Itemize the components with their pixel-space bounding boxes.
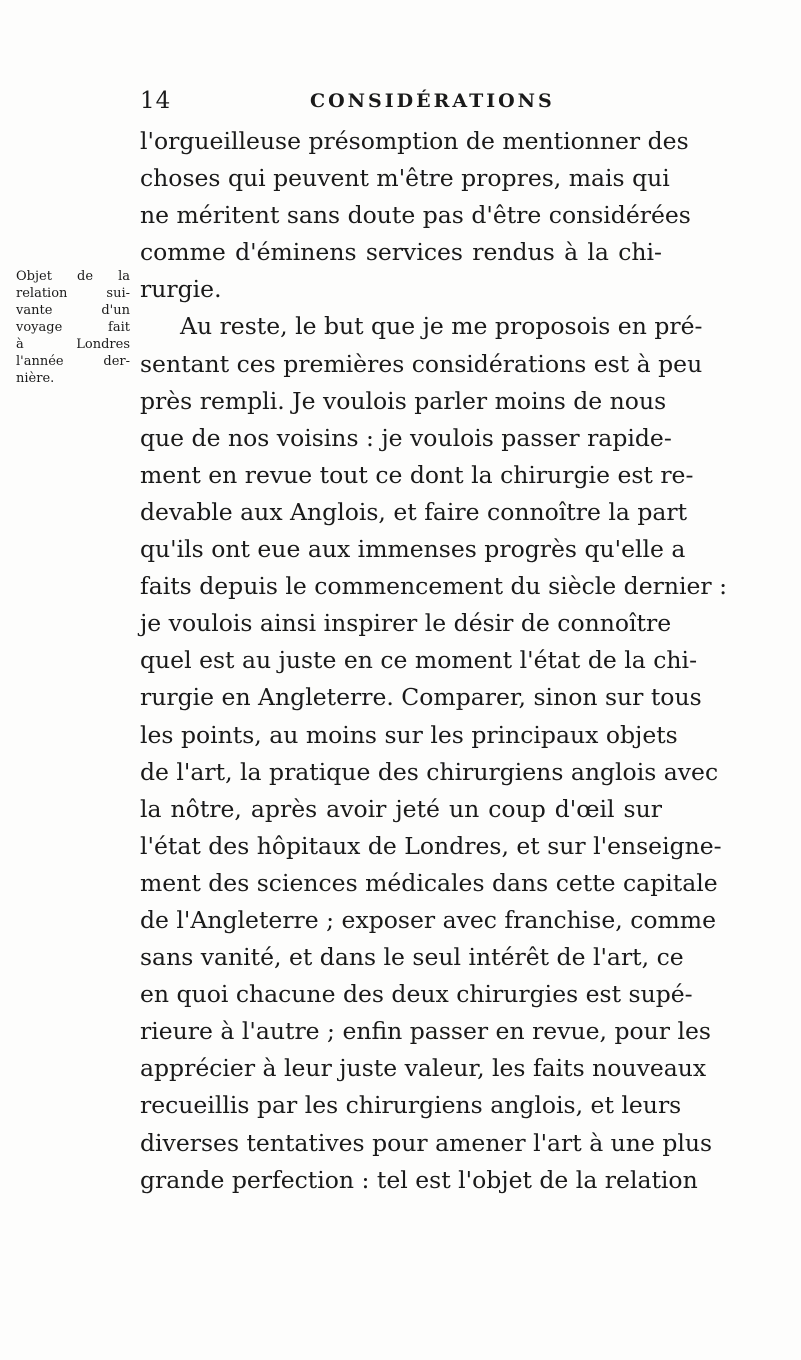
margin-note-line: nière.: [16, 371, 55, 386]
text-line: en quoi chacune des deux chirurgies est supé-: [140, 980, 693, 1009]
text-line: rurgie.: [140, 275, 222, 304]
text-line: Au reste, le but que je me proposois en pré-: [180, 312, 703, 341]
header-title: CONSIDÉRATIONS: [310, 90, 555, 112]
margin-note-line: à Londres: [16, 337, 130, 352]
text-line: choses qui peuvent m'être propres, mais qui: [140, 164, 670, 193]
text-line: grande perfection : tel est l'objet de la relation: [140, 1165, 698, 1194]
body-text: [140, 123, 728, 1199]
text-line: quel est au juste en ce moment l'état de la chi-: [140, 646, 698, 675]
margin-note-line: relation sui-: [16, 286, 130, 301]
text-line: rurgie en Angleterre. Comparer, sinon sur tous: [140, 683, 702, 712]
text-line: apprécier à leur juste valeur, les faits nouveaux: [140, 1054, 707, 1083]
text-line: faits depuis le commencement du siècle dernier :: [140, 572, 728, 601]
text-line: diverses tentatives pour amener l'art à une plus: [140, 1128, 713, 1157]
margin-note-line: l'année der-: [16, 354, 130, 369]
text-line: l'état des hôpitaux de Londres, et sur l'enseigne-: [140, 831, 722, 860]
text-line: les points, au moins sur les principaux objets: [140, 720, 678, 749]
margin-note: [16, 268, 130, 387]
text-line: comme d'éminens services rendus à la chi-: [140, 238, 662, 267]
margin-note-line: voyage fait: [16, 320, 130, 335]
text-line: devable aux Anglois, et faire connoître la part: [140, 497, 688, 526]
text-line: que de nos voisins : je voulois passer rapide-: [140, 423, 672, 452]
running-head: [140, 88, 660, 118]
text-line: près rempli. Je voulois parler moins de nous: [140, 386, 667, 415]
text-line: ment en revue tout ce dont la chirurgie est re-: [140, 460, 694, 489]
text-line: ne méritent sans doute pas d'être considérées: [140, 201, 691, 230]
text-line: l'orgueilleuse présomption de mentionner des: [140, 127, 689, 155]
margin-note-line: vante d'un: [16, 303, 130, 318]
text-line: recueillis par les chirurgiens anglois, et leurs: [140, 1091, 682, 1120]
text-line: ment des sciences médicales dans cette capitale: [140, 868, 718, 897]
text-line: sentant ces premières considérations est à peu: [140, 349, 703, 378]
text-line: qu'ils ont eue aux immenses progrès qu'elle a: [140, 535, 686, 564]
text-line: la nôtre, après avoir jeté un coup d'œil sur: [140, 794, 662, 823]
text-line: de l'Angleterre ; exposer avec franchise, comme: [140, 905, 716, 934]
page-number: 14: [140, 88, 172, 114]
margin-note-line: Objet de la: [16, 269, 130, 284]
text-line: de l'art, la pratique des chirurgiens anglois avec: [140, 757, 719, 786]
text-line: je voulois ainsi inspirer le désir de connoître: [140, 609, 672, 638]
text-line: sans vanité, et dans le seul intérêt de l'art, ce: [140, 943, 684, 972]
text-line: rieure à l'autre ; enfin passer en revue, pour les: [140, 1017, 711, 1046]
